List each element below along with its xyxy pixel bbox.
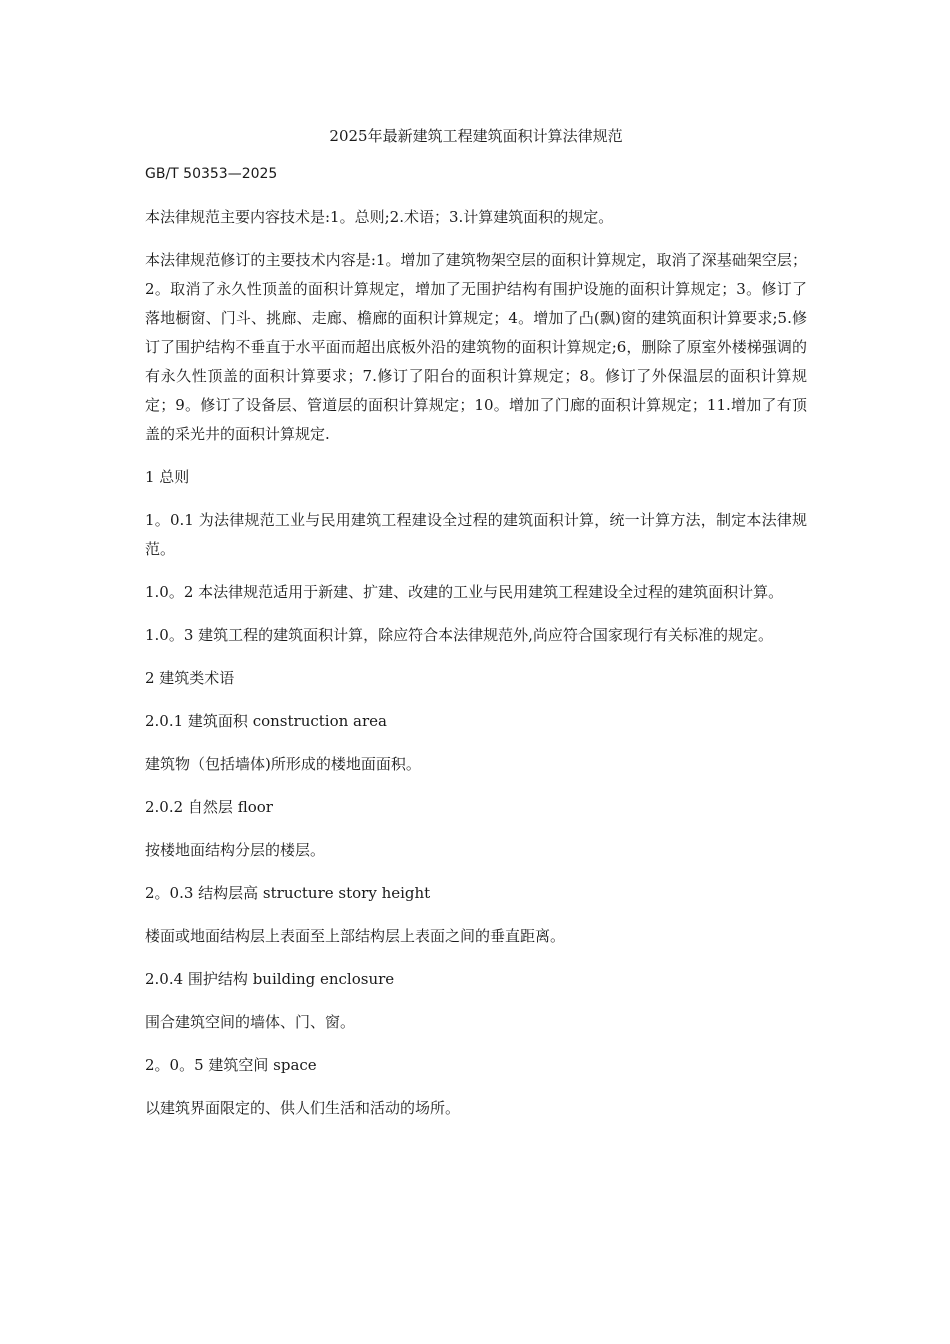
- term-2-0-2-definition: 按楼地面结构分层的楼层。: [145, 841, 326, 859]
- clause-1-0-2: 1.0。2 本法律规范适用于新建、扩建、改建的工业与民用建筑工程建设全过程的建筑面积计算。: [145, 583, 784, 601]
- term-2-0-3: 2。0.3 结构层高 structure story height: [145, 884, 431, 902]
- term-2-0-5-definition: 以建筑界面限定的、供人们生活和活动的场所。: [145, 1099, 461, 1117]
- term-2-0-3-definition: 楼面或地面结构层上表面至上部结构层上表面之间的垂直距离。: [145, 927, 566, 945]
- section-heading-terms: 2 建筑类术语: [145, 669, 235, 687]
- term-2-0-4: 2.0.4 围护结构 building enclosure: [145, 970, 395, 988]
- term-2-0-5: 2。0。5 建筑空间 space: [145, 1056, 317, 1074]
- standard-code: GB/T 50353—2025: [145, 166, 278, 182]
- paragraph-scope: 本法律规范主要内容技术是:1。总则;2.术语；3.计算建筑面积的规定。: [145, 208, 614, 226]
- term-2-0-2: 2.0.2 自然层 floor: [145, 798, 273, 816]
- document-page: [145, 118, 807, 1137]
- section-heading-general: 1 总则: [145, 468, 190, 486]
- term-2-0-1-definition: 建筑物（包括墙体)所形成的楼地面面积。: [145, 755, 421, 773]
- clause-1-0-3: 1.0。3 建筑工程的建筑面积计算，除应符合本法律规范外,尚应符合国家现行有关标准的规定。: [145, 626, 773, 644]
- clause-1-0-1: 1。0.1 为法律规范工业与民用建筑工程建设全过程的建筑面积计算，统一计算方法，制定本法律规范。: [145, 511, 807, 558]
- term-2-0-1: 2.0.1 建筑面积 construction area: [145, 712, 387, 730]
- term-2-0-4-definition: 围合建筑空间的墙体、门、窗。: [145, 1013, 356, 1031]
- document-title: 2025年最新建筑工程建筑面积计算法律规范: [329, 127, 623, 145]
- paragraph-revisions: 本法律规范修订的主要技术内容是:1。增加了建筑物架空层的面积计算规定，取消了深基础架空层；2。取消了永久性顶盖的面积计算规定，增加了无围护结构有围护设施的面积计算规定；3。修订了落地橱窗、门斗、挑廊、走廊、檐廊的面积计算规定；4。增加了凸(飘)窗的建筑面积计算要求;5.修订了围护结构不垂直于水平面而超出底板外沿的建筑物的面积计算规定;6，删除了原室外楼梯强调的有永久性顶盖的面积计算要求；7.修订了阳台的面积计算规定；8。修订了外保温层的面积计算规定；9。修订了设备层、管道层的面积计算规定；10。增加了门廊的面积计算规定；11.增加了有顶盖的采光井的面积计算规定.: [145, 251, 807, 443]
